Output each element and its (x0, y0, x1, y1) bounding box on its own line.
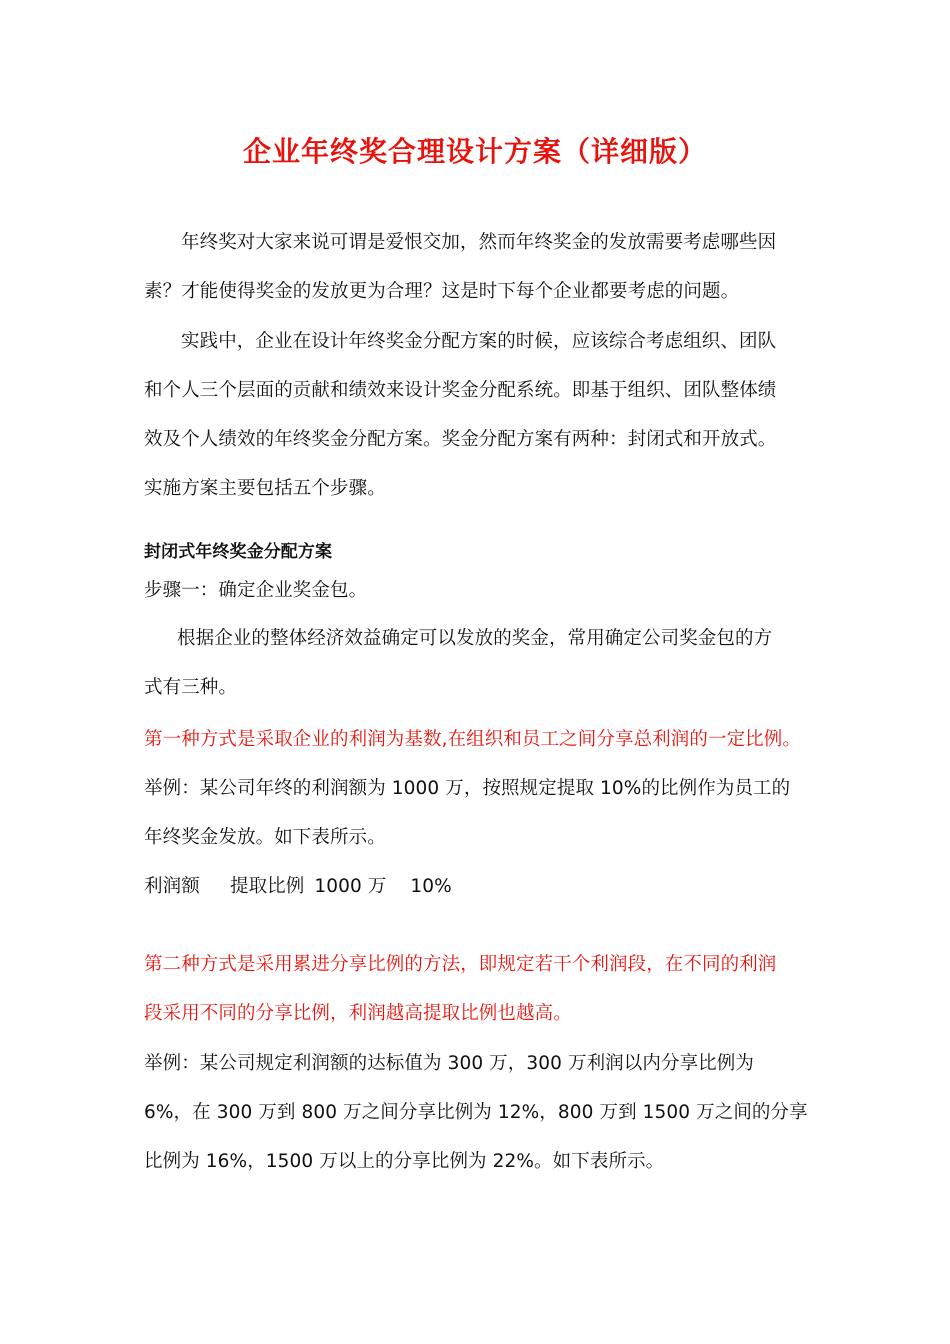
intro-line: 素？才能使得奖金的发放更为合理？这是时下每个企业都要考虑的问题。 (144, 281, 740, 302)
method-two-line: 第二种方式是采用累进分享比例的方法，即规定若干个利润段，在不同的利润 (144, 954, 777, 975)
profit-table-row (144, 862, 809, 911)
example-two-line: 6%，在 300 万到 800 万之间分享比例为 12%，800 万到 1500 万之间的分享 (144, 1102, 808, 1123)
example-two-line: 举例：某公司规定利润额的达标值为 300 万，300 万利润以内分享比例为 (144, 1053, 754, 1074)
example-two-line: 比例为 16%，1500 万以上的分享比例为 22%。如下表所示。 (144, 1151, 665, 1172)
step-one-heading: 步骤一：确定企业奖金包。 (144, 580, 368, 601)
practice-line: 实施方案主要包括五个步骤。 (144, 478, 386, 499)
profit-label: 利润额 (144, 876, 200, 897)
example-one-line: 举例：某公司年终的利润额为 1000 万，按照规定提取 10%的比例作为员工的 (144, 778, 791, 799)
step-one-line: 根据企业的整体经济效益确定可以发放的奖金，常用确定公司奖金包的方 (177, 628, 773, 649)
practice-line: 实践中，企业在设计年终奖金分配方案的时候，应该综合考虑组织、团队 (181, 331, 777, 352)
intro-line: 年终奖对大家来说可谓是爱恨交加，然而年终奖金的发放需要考虑哪些因 (181, 232, 777, 253)
example-one-line: 年终奖金发放。如下表所示。 (144, 827, 386, 848)
method-two-line: 段采用不同的分享比例，利润越高提取比例也越高。 (144, 1003, 572, 1024)
ratio-value: 10% (410, 876, 452, 897)
section-heading: 封闭式年终奖金分配方案 (144, 542, 333, 562)
ratio-label: 提取比例 (229, 876, 305, 897)
example-two-paragraph (144, 1039, 809, 1186)
practice-line: 效及个人绩效的年终奖金分配方案。奖金分配方案有两种：封闭式和开放式。 (144, 429, 777, 450)
step-one-line: 式有三种。 (144, 677, 238, 698)
example-one-paragraph (144, 764, 809, 862)
method-two-paragraph (144, 940, 809, 1038)
practice-line: 和个人三个层面的贡献和绩效来设计奖金分配系统。即基于组织、团队整体绩 (144, 380, 777, 401)
step-one-paragraph (144, 614, 809, 712)
method-one-text: 第一种方式是采取企业的利润为基数,在组织和员工之间分享总利润的一定比例。 (144, 729, 801, 750)
intro-paragraph (144, 218, 809, 316)
profit-value: 1000 万 (314, 876, 387, 897)
practice-paragraph (144, 317, 809, 513)
document-title: 企业年终奖合理设计方案（详细版） (242, 135, 707, 168)
